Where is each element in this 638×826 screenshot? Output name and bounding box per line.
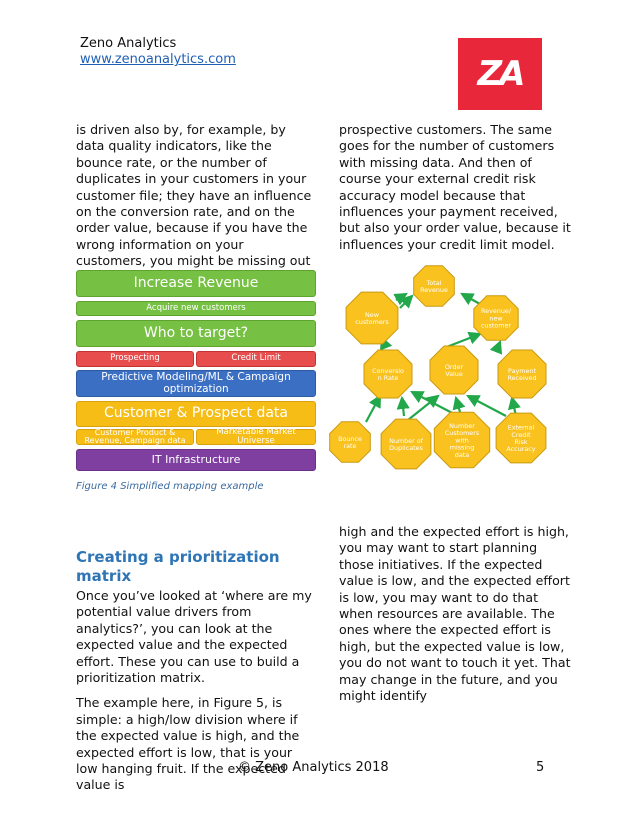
predictive-modeling-bar: Predictive Modeling/ML & Campaign optimization <box>76 370 316 397</box>
node-payment <box>498 350 546 398</box>
edge <box>456 398 460 412</box>
marketable-universe-bar: Marketable Market Universe <box>196 429 316 445</box>
value-driver-network <box>328 256 560 474</box>
customer-product-bar: Customer Product & Revenue, Campaign data <box>76 429 194 445</box>
node-label: Order <box>444 362 464 371</box>
body-column-1 <box>76 122 312 286</box>
node-bounce <box>330 422 371 463</box>
node-label: with <box>455 436 469 445</box>
edge <box>408 396 438 420</box>
edge <box>396 294 406 300</box>
node-label: External <box>507 423 535 432</box>
node-label: n Rate <box>377 374 399 382</box>
it-infrastructure-bar: IT Infrastructure <box>76 449 316 471</box>
company-name: Zeno Analytics <box>80 36 177 51</box>
node-label: Revenue/ <box>481 307 511 316</box>
body-column-4 <box>339 524 571 704</box>
node-label: Customers <box>444 429 480 438</box>
body-column-3 <box>76 548 312 794</box>
node-external <box>496 413 546 463</box>
prospecting-bar: Prospecting <box>76 351 194 367</box>
node-label: Accuracy <box>506 445 536 454</box>
paragraph: The example here, in Figure 5, is simple: a high/low division where if the expected value is high, and the expected effort is low, that is your low hanging fruit. If the expected value is <box>76 695 300 793</box>
acquire-new-customers-bar: Acquire new customers <box>76 301 316 316</box>
node-label: Number of <box>389 436 423 445</box>
body-column-2 <box>339 122 571 253</box>
paragraph: is driven also by, for example, by data quality indicators, like the bounce rate, or the number of duplicates in your customers in your customer file; they have an influence on the conversion rate, and on the order value, because if you have the wrong information on your customers, you might be missing out <box>76 122 312 269</box>
node-missing <box>434 412 489 467</box>
za-logo: ZA <box>458 38 542 110</box>
node-label: data <box>454 450 470 459</box>
section-heading: Creating a prioritization matrix <box>76 548 280 585</box>
node-order-value <box>430 346 478 394</box>
figure-caption: Figure 4 Simplified mapping example <box>76 481 264 492</box>
paragraph: prospective customers. The same goes for the number of customers with missing data. And then of course your external credit risk accuracy model because that influences your payment received, but also your order value, because it influences your credit limit model. <box>339 122 571 252</box>
node-label: Number <box>449 422 475 430</box>
node-label: Bounce <box>338 434 362 443</box>
mapping-stack-figure <box>76 270 316 474</box>
customer-prospect-data-bar: Customer & Prospect data <box>76 401 316 427</box>
node-label: missing <box>449 443 475 452</box>
node-revenue-new <box>474 296 518 340</box>
credit-limit-bar: Credit Limit <box>196 351 316 367</box>
node-label: Duplicates <box>389 444 423 452</box>
node-label: customers <box>355 318 389 326</box>
edge <box>366 396 380 422</box>
increase-revenue-bar: Increase Revenue <box>76 270 316 297</box>
node-label: new <box>489 314 503 323</box>
node-label: Payment <box>508 366 536 375</box>
edge <box>402 398 404 416</box>
node-label: Received <box>507 374 537 382</box>
who-to-target-bar: Who to target? <box>76 320 316 347</box>
node-label: Risk <box>514 438 528 446</box>
node-total-revenue <box>414 266 455 307</box>
node-label: rate <box>343 442 357 450</box>
node-label: New <box>365 310 379 319</box>
node-label: Total <box>426 278 442 287</box>
paragraph: Once you’ve looked at ‘where are my potential value drivers from analytics?’, you can look at the expected value and the expected effort. These you can use to build a prioritization matrix. <box>76 588 312 686</box>
company-url-link[interactable]: www.zenoanalytics.com <box>80 52 236 67</box>
node-label: Value <box>445 370 463 378</box>
edge <box>462 294 480 304</box>
node-duplicates <box>381 419 431 469</box>
node-label: customer <box>480 321 512 330</box>
node-label: Conversio <box>372 366 404 375</box>
footer-copyright: © Zeno Analytics 2018 <box>238 760 389 775</box>
paragraph: high and the expected effort is high, you may want to start planning those initiatives. If the expected value is low, and the expected effort is low, you may want to do that when resources are available. The ones where the expected effort is high, but the expected value is low, you do not want to touch it yet. That may change in the future, and you might identify <box>339 524 571 704</box>
page-number: 5 <box>536 760 545 775</box>
node-label: Credit <box>511 430 531 439</box>
node-new-customers <box>346 292 398 344</box>
edge <box>496 342 500 352</box>
node-conversion <box>364 350 412 398</box>
node-label: Revenue <box>420 286 448 294</box>
